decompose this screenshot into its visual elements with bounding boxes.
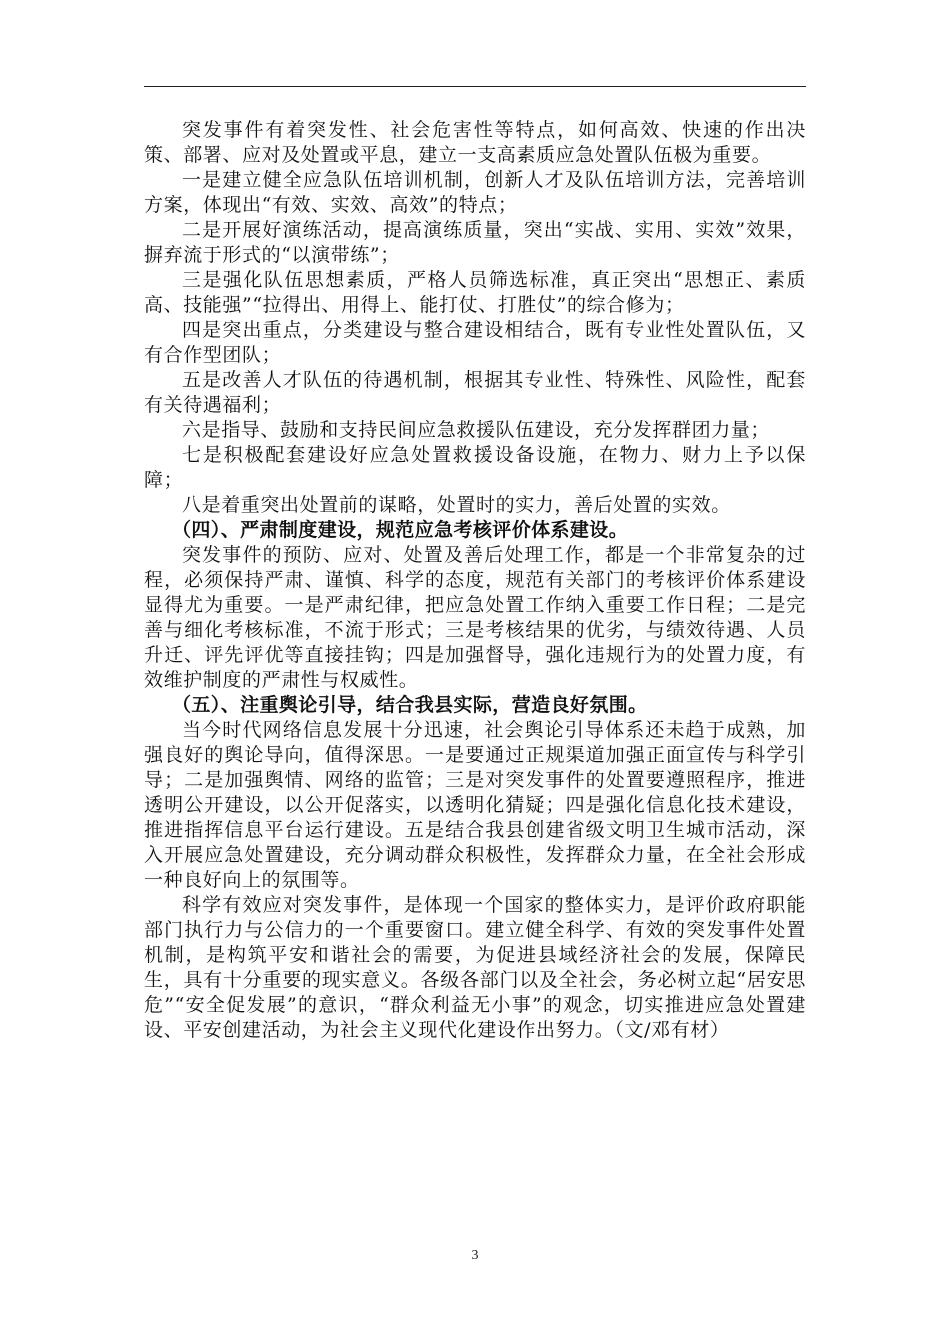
section-5-body: 当今时代网络信息发展十分迅速，社会舆论引导体系还未趋于成熟，加强良好的舆论导向，值得深思。一是要通过正规渠道加强正面宣传与科学引导；二是加强舆情、网络的监管；三是对突发事件的处置要遵照程序，推进透明公开建设，以公开促落实，以透明化猜疑；四是强化信息化技术建设，推进指挥信息平台运行建设。五是结合我县创建省级文明卫生城市活动，深入开展应急处置建设，充分调动群众积极性，发挥群众力量，在全社会形成一种良好向上的氛围等。	[144, 719, 806, 891]
list-item-2: 二是开展好演练活动，提高演练质量，突出“实战、实用、实效”效果，摒弃流于形式的“以演带练”；	[144, 219, 806, 266]
list-item-5: 五是改善人才队伍的待遇机制，根据其专业性、特殊性、风险性，配套有关待遇福利；	[144, 369, 806, 416]
list-item-6: 六是指导、鼓励和支持民间应急救援队伍建设，充分发挥群团力量；	[182, 419, 771, 441]
conclusion-paragraph: 科学有效应对突发事件，是体现一个国家的整体实力，是评价政府职能部门执行力与公信力的一个重要窗口。建立健全科学、有效的突发事件处置机制，是构筑平安和谐社会的需要，为促进县域经济社会的发展，保障民生，具有十分重要的现实意义。各级各部门以及全社会，务必树立起“居安思危”“安全促发展”的意识，“群众利益无小事”的观念，切实推进应急处置建设、平安创建活动，为社会主义现代化建设作出努力。（文/邓有材）	[144, 894, 806, 1041]
list-item-3: 三是强化队伍思想素质，严格人员筛选标准，真正突出“思想正、素质高、技能强”“拉得出、用得上、能打仗、打胜仗”的综合修为；	[144, 269, 806, 316]
section-4-body: 突发事件的预防、应对、处置及善后处理工作，都是一个非常复杂的过程，必须保持严肃、谨慎、科学的态度，规范有关部门的考核评价体系建设显得尤为重要。一是严肃纪律，把应急处置工作纳入重要工作日程；二是完善与细化考核标准，不流于形式；三是考核结果的优劣，与绩效待遇、人员升迁、评先评优等直接挂钩；四是加强督导，强化违规行为的处置力度，有效维护制度的严肃性与权威性。	[144, 544, 806, 691]
list-item-4: 四是突出重点，分类建设与整合建设相结合，既有专业性处置队伍，又有合作型团队；	[144, 319, 806, 366]
section-5-heading: （五）、注重舆论引导，结合我县实际，营造良好氛围。	[172, 694, 648, 716]
page-number: 3	[471, 1248, 479, 1263]
section-4-heading: （四）、严肃制度建设，规范应急考核评价体系建设。	[172, 519, 629, 541]
list-item-8: 八是着重突出处置前的谋略，处置时的实力，善后处置的实效。	[182, 494, 731, 516]
list-item-7: 七是积极配套建设好应急处置救援设备设施，在物力、财力上予以保障；	[144, 444, 806, 491]
list-item-1: 一是建立健全应急队伍培训机制，创新人才及队伍培训方法，完善培训方案，体现出“有效、实效、高效”的特点；	[144, 169, 806, 216]
header-rule	[144, 86, 806, 87]
intro-paragraph: 突发事件有着突发性、社会危害性等特点，如何高效、快速的作出决策、部署、应对及处置或平息，建立一支高素质应急处置队伍极为重要。	[144, 119, 806, 166]
page-content	[144, 118, 806, 1043]
